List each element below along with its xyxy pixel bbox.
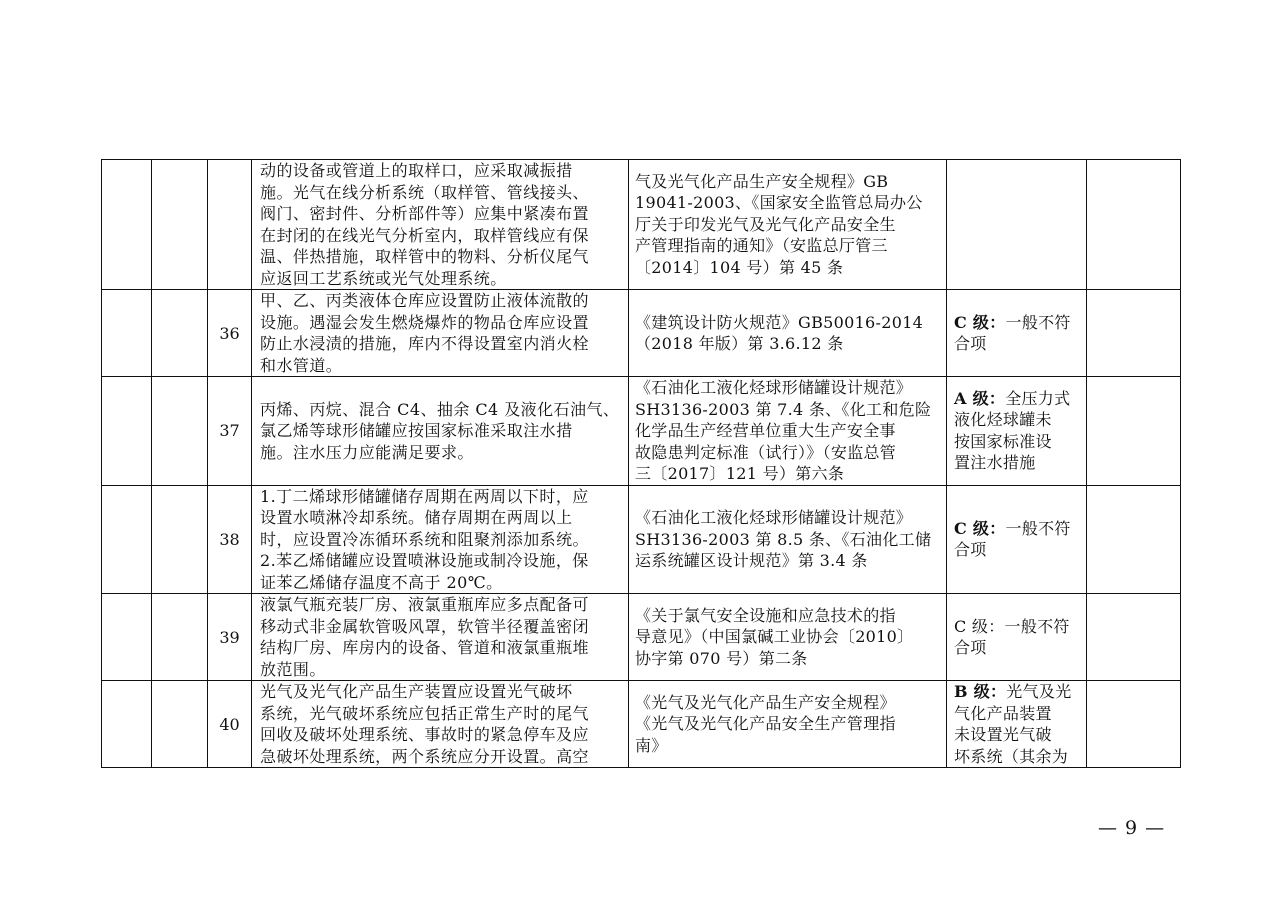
- reference-text: 《关于氯气安全设施和应急技术的指 导意见》（中国氯碱工业协会〔2010〕 协字第 070 号）第二条: [635, 605, 914, 668]
- reference-cell: [629, 160, 947, 290]
- grade-text: 一般不符 合项: [954, 312, 1071, 353]
- subcategory-cell: [152, 594, 208, 681]
- item-number: 39: [208, 594, 252, 681]
- requirement-cell: [252, 485, 629, 594]
- category-cell: [102, 594, 152, 681]
- item-number: 38: [208, 485, 252, 594]
- table-row: [102, 290, 1181, 377]
- subcategory-cell: [152, 681, 208, 768]
- reference-text: 《石油化工液化烃球形储罐设计规范》 SH3136-2003 第 8.5 条、《石油化工储 运系统罐区设计规范》第 3.4 条: [635, 508, 932, 570]
- reference-text: 《光气及光气化产品生产安全规程》 《光气及光气化产品安全生产管理指 南》: [635, 692, 896, 755]
- grade-cell: [947, 594, 1087, 681]
- grade-cell: [947, 485, 1087, 594]
- requirement-text: 甲、乙、丙类液体仓库应设置防止液体流散的 设施。遇湿会发生燃烧爆炸的物品仓库应设置 防止水浸渍的措施，库内不得设置室内消火栓 和水管道。: [260, 291, 590, 375]
- subcategory-cell: [152, 377, 208, 486]
- requirement-cell: [252, 160, 629, 290]
- grade-level: A 级：: [954, 388, 1006, 408]
- grade-text: 光气及光 气化产品装置 未设置光气破 坏系统（其余为: [954, 682, 1072, 766]
- grade-level: C 级：: [954, 312, 1006, 332]
- table-row: [102, 594, 1181, 681]
- reference-cell: [629, 377, 947, 486]
- grade-cell: [947, 377, 1087, 486]
- note-cell: [1087, 377, 1181, 486]
- requirement-text: 光气及光气化产品生产装置应设置光气破坏 系统，光气破坏系统应包括正常生产时的尾气 回收及破坏处理系统、事故时的紧急停车及应 急破坏处理系统，两个系统应分开设置。高空: [260, 682, 590, 766]
- reference-text: 《建筑设计防火规范》GB50016-2014 （2018 年版）第 3.6.12 条: [635, 312, 924, 353]
- reference-text: 气及光气化产品生产安全规程》GB 19041-2003、《国家安全监管总局办公 厅关于印发光气及光气化产品安全生 产管理指南的通知》（安监总厅管三 〔2014〕104 号）第 45 条: [635, 171, 923, 277]
- grade-text: 全压力式 液化烃球罐未 按国家标准设 置注水措施: [954, 388, 1071, 473]
- note-cell: [1087, 681, 1181, 768]
- requirement-cell: [252, 594, 629, 681]
- category-cell: [102, 290, 152, 377]
- requirement-text: 液氯气瓶充装厂房、液氯重瓶库应多点配备可 移动式非金属软管吸风罩，软管半径覆盖密闭 结构厂房、库房内的设备、管道和液氯重瓶堆 放范围。: [260, 595, 590, 679]
- grade-cell: [947, 160, 1087, 290]
- table-row: [102, 681, 1181, 768]
- note-cell: [1087, 594, 1181, 681]
- table-row: [102, 160, 1181, 290]
- note-cell: [1087, 290, 1181, 377]
- reference-text: 《石油化工液化烃球形储罐设计规范》 SH3136-2003 第 7.4 条、《化工和危险 化学品生产经营单位重大生产安全事 故隐患判定标准（试行）》（安监总管 三〔2017〕121 号）第六条: [635, 378, 932, 483]
- subcategory-cell: [152, 485, 208, 594]
- grade-cell: [947, 290, 1087, 377]
- grade-cell: [947, 681, 1087, 768]
- page-number: — 9 —: [1098, 817, 1166, 839]
- reference-cell: [629, 290, 947, 377]
- table-row: [102, 377, 1181, 486]
- category-cell: [102, 681, 152, 768]
- note-cell: [1087, 485, 1181, 594]
- grade-text: 一般不符 合项: [954, 518, 1071, 560]
- subcategory-cell: [152, 160, 208, 290]
- grade-text: C 级：一般不符 合项: [954, 616, 1070, 657]
- requirement-text: 丙烯、丙烷、混合 C4、抽余 C4 及液化石油气、 氯乙烯等球形储罐应按国家标准采取注水措 施。注水压力应能满足要求。: [260, 399, 620, 462]
- requirement-cell: [252, 681, 629, 768]
- item-number: 36: [208, 290, 252, 377]
- item-number: 37: [208, 377, 252, 486]
- item-number: [208, 160, 252, 290]
- requirement-text: 1.丁二烯球形储罐储存周期在两周以下时，应 设置水喷淋冷却系统。储存周期在两周以上 时，应设置冷冻循环系统和阻聚剂添加系统。 2.苯乙烯储罐应设置喷淋设施或制冷设施，保 证苯乙烯储存温度不高于 20℃。: [260, 486, 590, 592]
- category-cell: [102, 160, 152, 290]
- requirement-text: 动的设备或管道上的取样口，应采取减振措 施。光气在线分析系统（取样管、管线接头、 阀门、密封件、分析部件等）应集中紧凑布置 在封闭的在线光气分析室内，取样管线应有保 温、伴热措施，取样管中的物料、分析仪尾气 应返回工艺系统或光气处理系统。: [260, 161, 590, 288]
- table-row: [102, 485, 1181, 594]
- grade-level: C 级：: [954, 518, 1006, 538]
- category-cell: [102, 377, 152, 486]
- item-number: 40: [208, 681, 252, 768]
- subcategory-cell: [152, 290, 208, 377]
- requirement-cell: [252, 377, 629, 486]
- requirement-cell: [252, 290, 629, 377]
- reference-cell: [629, 681, 947, 768]
- inspection-table: [101, 159, 1181, 768]
- grade-level: B 级：: [954, 682, 1007, 701]
- note-cell: [1087, 160, 1181, 290]
- reference-cell: [629, 485, 947, 594]
- reference-cell: [629, 594, 947, 681]
- category-cell: [102, 485, 152, 594]
